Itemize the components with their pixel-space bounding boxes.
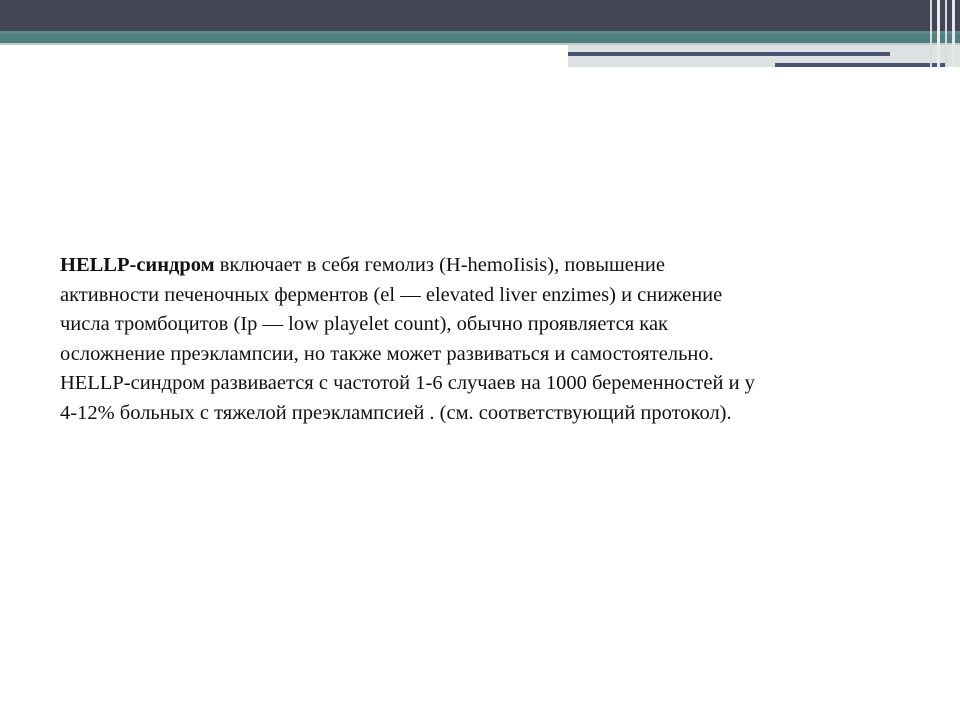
paragraph-line-1	[60, 251, 940, 281]
term-hellp-bold: HELLP-синдром	[60, 254, 215, 276]
header-stripe-teal	[0, 34, 960, 43]
paragraph-line-4: осложнение преэклампсии, но также может развиваться и самостоятельно.	[60, 342, 714, 365]
header-vertical-rule	[930, 0, 932, 67]
line-1-text: включает в себя гемолиз (H-hemoIisis), повышение	[214, 254, 665, 276]
paragraph-line-2: активности печеночных ферментов (el — elevated liver enzimes) и снижение	[60, 283, 723, 306]
header-accent-line-bottom	[775, 63, 945, 67]
paragraph-line-6: 4-12% больных с тяжелой преэклампсией . (см. соответствующий протокол).	[60, 401, 732, 424]
header-band-dark	[0, 0, 960, 31]
header-vertical-rule	[937, 0, 940, 67]
body-paragraph	[60, 251, 940, 429]
paragraph-line-5: HELLP-синдром развивается с частотой 1-6 случаев на 1000 беременностей и у	[60, 372, 755, 395]
header-vertical-rule	[945, 0, 947, 67]
header-accent-line-top	[568, 52, 890, 56]
paragraph-line-3: числа тромбоцитов (Ip — low playelet count), обычно проявляется как	[60, 313, 669, 336]
header-vertical-rule	[952, 0, 955, 67]
